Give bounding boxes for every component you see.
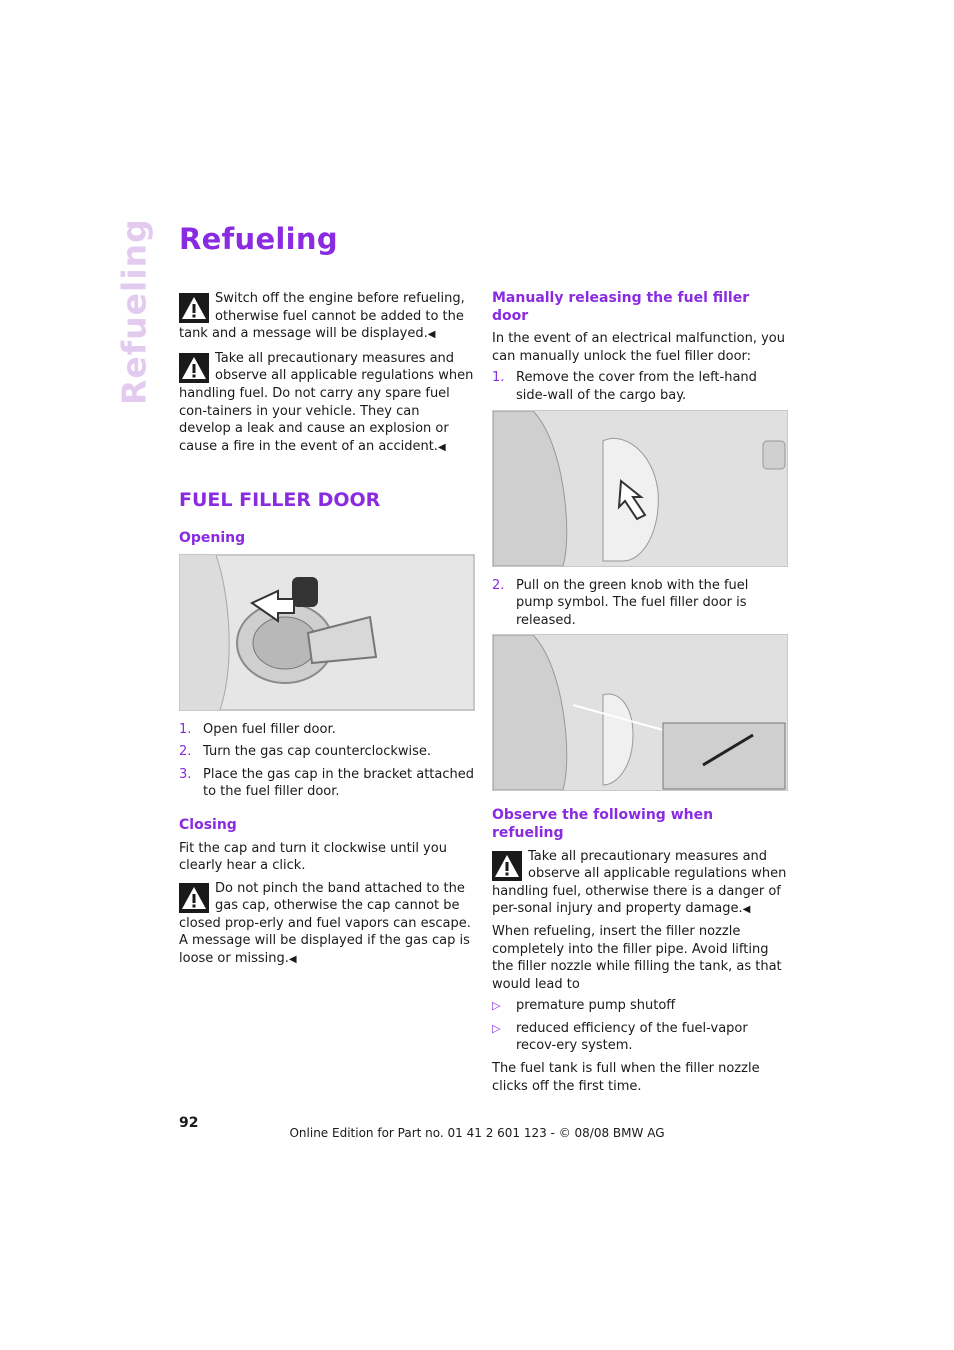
end-mark: ◀ <box>288 954 297 966</box>
cargo-bay-cover-illustration <box>492 410 788 567</box>
fuel-door-illustration <box>179 554 475 711</box>
manual-release-heading: Manually releasing the fuel filler door <box>492 290 750 324</box>
step-number: 1. <box>179 721 192 737</box>
warning-text: Take all precautionary measures and observe all applicable regulations when handling fuel, otherwise there is a danger of per-sonal injury and property damage. <box>492 848 787 917</box>
warning-block <box>492 848 788 919</box>
step-number: 2. <box>492 577 505 593</box>
step-text: Open fuel filler door. <box>203 721 336 737</box>
section-heading: FUEL FILLER DOOR <box>179 489 381 512</box>
list-item <box>492 369 788 404</box>
warning-block <box>179 350 475 457</box>
list-item <box>179 743 475 761</box>
opening-steps <box>179 721 475 801</box>
warning-text: Do not pinch the band attached to the gas cap, otherwise the cap cannot be closed prop-erly and fuel vapors can escape. A message will be displayed if the gas cap is loose or missing. <box>179 880 471 967</box>
step-text: Remove the cover from the left-hand side-wall of the cargo bay. <box>516 370 757 403</box>
list-item <box>492 997 788 1015</box>
left-column <box>179 290 475 969</box>
warning-icon <box>179 293 209 323</box>
page-title: Refueling <box>179 222 338 256</box>
footer-text: Online Edition for Part no. 01 41 2 601 123 - © 08/08 BMW AG <box>289 1126 665 1140</box>
warning-icon <box>179 883 209 913</box>
step-number: 1. <box>492 370 505 386</box>
observe-bullets <box>492 997 788 1055</box>
step-text: Place the gas cap in the bracket attached to the fuel filler door. <box>203 766 475 800</box>
bullet-glyph: ▷ <box>492 999 501 1013</box>
observe-text: When refueling, insert the filler nozzle completely into the filler pipe. Avoid lifting the filler nozzle while filling the tank, as that would lead to <box>492 923 782 992</box>
right-column <box>492 290 788 1095</box>
list-item <box>179 721 475 739</box>
manual-release-steps-2 <box>492 577 788 630</box>
list-item <box>179 766 475 801</box>
warning-block <box>179 880 475 969</box>
bullet-glyph: ▷ <box>492 1021 501 1035</box>
end-mark: ◀ <box>742 904 751 916</box>
warning-icon <box>179 353 209 383</box>
page-number: 92 <box>179 1115 199 1131</box>
closing-text: Fit the cap and turn it clockwise until you clearly hear a click. <box>179 840 447 874</box>
bullet-text: premature pump shutoff <box>516 998 676 1014</box>
opening-heading: Opening <box>179 529 246 546</box>
closing-heading: Closing <box>179 816 237 833</box>
manual-release-intro: In the event of an electrical malfunction, you can manually unlock the fuel filler door: <box>492 331 785 364</box>
warning-text: Take all precautionary measures and observe all applicable regulations when handling fuel. Do not carry any spare fuel con-tainers in your vehicle. They can develop a leak and cause an explosion or cause a fire in the event of an accident. <box>179 350 474 454</box>
list-item <box>492 577 788 630</box>
step-number: 2. <box>179 744 192 760</box>
warning-icon <box>492 851 522 881</box>
release-knob-illustration <box>492 634 788 791</box>
warning-block <box>179 290 475 344</box>
side-tab: Refueling <box>114 218 154 406</box>
step-number: 3. <box>179 766 192 782</box>
bullet-text: reduced efficiency of the fuel-vapor recov-ery system. <box>516 1020 748 1054</box>
end-mark: ◀ <box>427 329 436 341</box>
manual-release-steps <box>492 369 788 404</box>
end-mark: ◀ <box>437 441 446 453</box>
warning-text: Switch off the engine before refueling, otherwise fuel cannot be added to the tank and a message will be displayed. <box>179 291 465 342</box>
observe-heading: Observe the following when refueling <box>492 807 714 841</box>
list-item <box>492 1020 788 1055</box>
step-text: Pull on the green knob with the fuel pump symbol. The fuel filler door is released. <box>516 577 749 628</box>
observe-closing: The fuel tank is full when the filler nozzle clicks off the first time. <box>492 1061 760 1094</box>
step-text: Turn the gas cap counterclockwise. <box>203 744 432 760</box>
